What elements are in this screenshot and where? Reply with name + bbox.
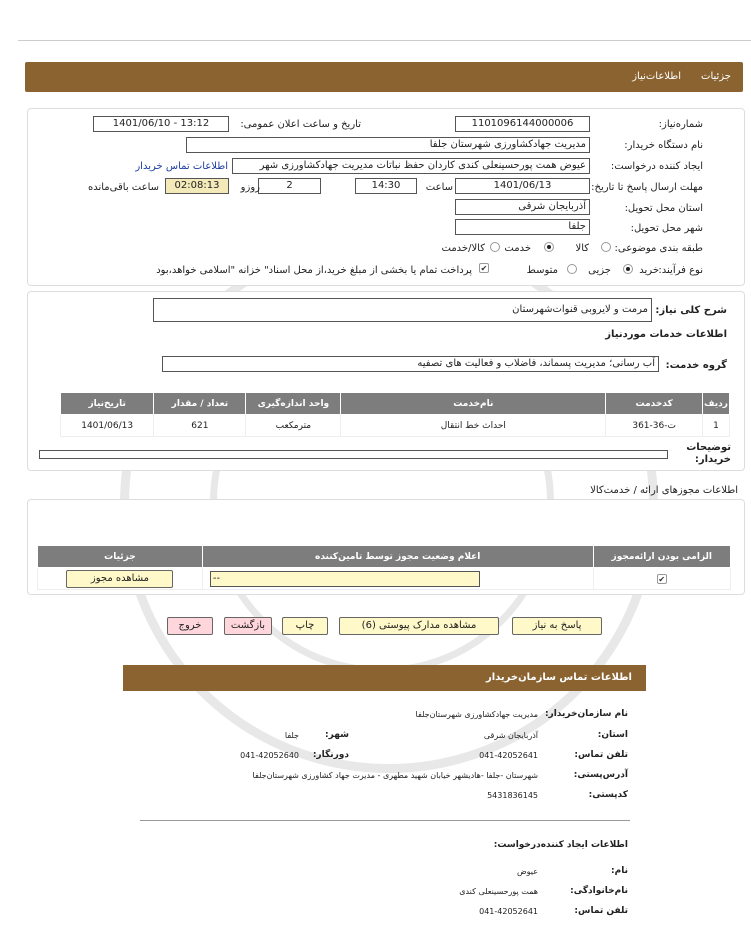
radio-service-label: خدمت (504, 243, 531, 254)
col-service-code: کدخدمت (606, 393, 703, 415)
org-city-value: جلفا (284, 731, 299, 740)
tab-need-info[interactable]: اطلاعات‌نیاز (632, 71, 681, 82)
view-permit-button[interactable]: مشاهده مجوز (66, 570, 173, 588)
org-fax-label: دورنگار: (312, 750, 349, 760)
org-fax-value: 041-42052640 (240, 751, 299, 760)
col-service-name: نام‌خدمت (341, 393, 606, 415)
creator-first-value: عیوض (517, 867, 538, 876)
org-divider (140, 820, 630, 821)
summary-label: شرح کلی نیاز: (655, 305, 727, 316)
province-label: استان محل تحویل: (624, 203, 703, 214)
org-name-label: نام سازمان‌خریدار: (544, 709, 628, 719)
treasury-checkbox[interactable]: ✔ (480, 264, 488, 273)
radio-service[interactable] (544, 242, 554, 252)
org-phone-value: 041-42052641 (479, 751, 538, 760)
top-divider (18, 40, 751, 41)
process-label: نوع فرآیند: (658, 265, 703, 276)
creator-info-title: اطلاعات ایجاد کننده‌درخواست: (493, 840, 628, 850)
org-contact-title: اطلاعات تماس سازمان‌خریدار (485, 672, 632, 683)
tab-details[interactable]: جزئیات (701, 71, 731, 82)
col-quantity: تعداد / مقدار (154, 393, 246, 415)
col-unit: واحد اندازه‌گیری (246, 393, 341, 415)
radio-goods-service-label: کالا/خدمت (441, 243, 485, 254)
process-buy-label: خرید (639, 265, 659, 276)
creator-field: عیوض همت پورحسینعلی کندی کاردان حفظ نباتات مدیریت جهادکشاورزی شهر (232, 158, 590, 174)
creator-first-label: نام: (611, 866, 628, 876)
remaining-label: ساعت باقی‌مانده (87, 182, 159, 193)
remaining-time-field: 02:08:13 (165, 178, 229, 194)
col-need-date: تاریخ‌نیاز (61, 393, 154, 415)
province-field: آذربایجان شرقی (455, 199, 590, 215)
creator-last-value: همت پورحسینعلی کندی (459, 887, 538, 896)
org-name-value: مدیریت جهادکشاورزی شهرستان‌جلفا (415, 710, 538, 719)
radio-goods[interactable] (601, 242, 611, 252)
permit-required-checkbox[interactable]: ✔ (658, 574, 666, 584)
table-row: 1 ت-36-361 احداث خط انتقال مترمکعب 621 1401/06/13 (61, 415, 730, 437)
radio-medium[interactable] (567, 264, 577, 274)
need-info-panel (27, 108, 745, 286)
services-title: اطلاعات خدمات موردنیاز (605, 329, 727, 340)
radio-goods-label: کالا (575, 243, 589, 254)
permit-status-field[interactable]: -- (210, 571, 480, 587)
group-field: آب رسانی؛ مدیریت پسماند، فاضلاب و فعالیت های تصفیه (162, 356, 659, 372)
radio-partial[interactable] (623, 264, 633, 274)
permits-table (37, 545, 731, 590)
category-label: طبقه بندی موضوعی: (614, 243, 703, 254)
radio-medium-label: متوسط (526, 265, 558, 276)
view-documents-button[interactable]: مشاهده مدارک پیوستی (6) (339, 617, 499, 635)
city-label: شهر محل تحویل: (630, 223, 703, 234)
announce-label: تاریخ و ساعت اعلان عمومی: (240, 119, 361, 130)
payment-note: پرداخت تمام یا بخشی از مبلغ خرید،از محل اسناد" خزانه "اسلامی خواهد،بود (156, 265, 472, 276)
deadline-time-field: 14:30 (355, 178, 417, 194)
col-row: ردیف (703, 393, 730, 415)
reply-button[interactable]: پاسخ به نیاز (512, 617, 602, 635)
radio-partial-label: جزیی (588, 265, 611, 276)
page-header (25, 62, 743, 92)
col-permit-details: جزئیات (38, 546, 203, 568)
deadline-label: مهلت ارسال پاسخ تا تاریخ: (591, 182, 703, 193)
group-label: گروه خدمت: (665, 360, 727, 371)
days-field: 2 (258, 178, 321, 194)
buyer-contact-link[interactable]: اطلاعات تماس خریدار (135, 161, 228, 172)
buyer-org-field: مدیریت جهادکشاورزی شهرستان جلفا (186, 137, 590, 153)
table-row (38, 568, 731, 590)
city-field: جلفا (455, 219, 590, 235)
need-number-label: شماره‌نیاز: (658, 119, 703, 130)
radio-goods-service[interactable] (490, 242, 500, 252)
buyer-notes-field (39, 450, 668, 459)
print-button[interactable]: چاپ (282, 617, 328, 635)
creator-phone-label: تلفن تماس: (574, 906, 628, 916)
col-permit-required: الزامی بودن ارائه‌مجوز (593, 546, 730, 568)
org-phone-label: تلفن تماس: (574, 750, 628, 760)
back-button[interactable]: بازگشت (224, 617, 272, 635)
col-permit-status: اعلام وضعیت مجوز توسط تامین‌کننده (202, 546, 593, 568)
org-address-value: شهرستان -جلفا -هادیشهر خیابان شهید مطهری - مدیرت جهاد کشاورزی شهرستان‌جلفا (252, 771, 538, 780)
creator-label: ایجاد کننده درخواست: (610, 161, 703, 172)
org-province-value: آذربایجان شرقی (483, 731, 538, 740)
days-label: روزو (240, 182, 260, 193)
org-postal-label: کدپستی: (588, 790, 628, 800)
org-province-label: استان: (597, 730, 628, 740)
org-contact-header (123, 665, 646, 691)
creator-last-label: نام‌خانوادگی: (570, 886, 628, 896)
org-postal-value: 5431836145 (487, 791, 538, 800)
creator-phone-value: 041-42052641 (479, 907, 538, 916)
org-city-label: شهر: (325, 730, 349, 740)
exit-button[interactable]: خروج (167, 617, 213, 635)
org-address-label: آدرس‌پستی: (573, 770, 628, 780)
hour-label: ساعت (425, 182, 453, 193)
services-table (60, 392, 730, 437)
need-number-field: 1101096144000006 (455, 116, 590, 132)
permits-title: اطلاعات مجوزهای ارائه / خدمت‌کالا (590, 485, 738, 496)
buyer-org-label: نام دستگاه خریدار: (624, 140, 703, 151)
summary-field: مرمت و لایروبی قنوات‌شهرستان (153, 298, 652, 322)
deadline-date-field: 1401/06/13 (455, 178, 590, 194)
buyer-notes-label: توضیحات خریدار: (686, 442, 731, 465)
announce-field: 1401/06/10 - 13:12 (93, 116, 229, 132)
